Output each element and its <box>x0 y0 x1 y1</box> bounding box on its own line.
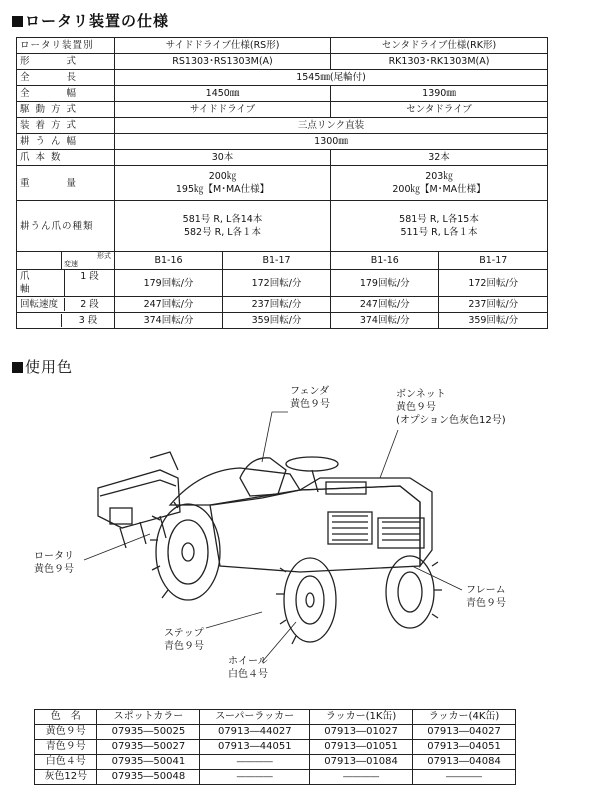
steering-wheel <box>286 457 338 471</box>
speed-cell: 247回転/分 <box>331 297 439 313</box>
row-label-claw-count: 爪本数 <box>17 150 115 166</box>
speed-cell: 237回転/分 <box>223 297 331 313</box>
color-cell: 灰色12号 <box>35 770 97 785</box>
speed-model-1: B1-16 <box>115 252 223 270</box>
seat <box>240 458 286 496</box>
speed-cell: 374回転/分 <box>115 313 223 329</box>
width-rs: 1450㎜ <box>115 86 331 102</box>
weight-rk-std: 203㎏ <box>425 171 453 182</box>
speed-model-4: B1-17 <box>439 252 548 270</box>
width-rk: 1390㎜ <box>331 86 548 102</box>
front-left-tire <box>284 558 336 642</box>
row-label-drive: 駆動方式 <box>17 102 115 118</box>
color-cell: 黄色９号 <box>35 725 97 740</box>
callout-wheel-color: 白色４号 <box>228 669 268 680</box>
row-label-model: 形 式 <box>17 54 115 70</box>
weight-rs-std: 200㎏ <box>208 171 237 182</box>
callout-bonnet <box>396 388 506 427</box>
tilling-width-value: 1300㎜ <box>115 134 548 150</box>
color-header: ラッカー(1K缶) <box>310 710 413 725</box>
paint-color-table <box>34 709 516 785</box>
speed-cell: 247回転/分 <box>115 297 223 313</box>
callout-bonnet-color: 黄色９号 <box>396 402 436 413</box>
callout-step-color: 青色９号 <box>164 641 204 652</box>
gear-2-label: 2 段 <box>80 299 99 310</box>
color-cell: 白色４号 <box>35 755 97 770</box>
color-header: ラッカー(4K缶) <box>413 710 516 725</box>
drive-rs: サイドドライブ <box>115 102 331 118</box>
speed-cell: 374回転/分 <box>331 313 439 329</box>
callout-fender-part: フェンダ <box>290 386 330 397</box>
rotary-gearbox <box>110 508 132 524</box>
spec-header-rk: センタドライブ仕様(RK形) <box>331 38 548 54</box>
speed-cell: 172回転/分 <box>223 270 331 297</box>
callout-bonnet-option: (オプション色灰色12号) <box>396 415 506 426</box>
title-text: ロータリ装置の仕様 <box>25 12 170 30</box>
color-cell: ―――― <box>200 755 310 770</box>
spec-header-label: ロータリ装置別 <box>17 38 115 54</box>
front-left-wheel <box>296 576 324 624</box>
speed-model-3: B1-16 <box>331 252 439 270</box>
callout-rotary <box>34 550 74 576</box>
color-cell: ―――― <box>200 770 310 785</box>
callout-fender <box>290 385 330 411</box>
callout-rotary-color: 黄色９号 <box>34 564 74 575</box>
speed-label-1: 爪 軸 <box>17 270 65 296</box>
claw-count-rs: 30本 <box>115 150 331 166</box>
row-label-tilling-width: 耕うん幅 <box>17 134 115 150</box>
model-rs: RS1303･RS1303M(A) <box>115 54 331 70</box>
color-cell: 07935―50027 <box>97 740 200 755</box>
color-cell: 07913―01027 <box>310 725 413 740</box>
callout-frame-color: 青色９号 <box>466 598 506 609</box>
color-header: スポットカラー <box>97 710 200 725</box>
color-header: スーパーラッカー <box>200 710 310 725</box>
color-header: 色 名 <box>35 710 97 725</box>
color-cell: 07935―50048 <box>97 770 200 785</box>
claw-type-rs-2: 582号 R, L各１本 <box>183 227 262 238</box>
speed-cell: 172回転/分 <box>439 270 548 297</box>
weight-rs-m: 195㎏【M･MA仕様】 <box>175 184 270 195</box>
spec-header-rs: サイドドライブ仕様(RS形) <box>115 38 331 54</box>
row-label-weight: 重 量 <box>17 166 115 201</box>
speed-cell: 179回転/分 <box>115 270 223 297</box>
color-cell: 07913―04027 <box>413 725 516 740</box>
callout-frame-part: フレーム <box>466 585 506 596</box>
color-cell: 07935―50041 <box>97 755 200 770</box>
color-cell: 07913―01051 <box>310 740 413 755</box>
speed-cell: 237回転/分 <box>439 297 548 313</box>
callout-bonnet-part: ボンネット <box>396 389 446 400</box>
color-cell: 青色９号 <box>35 740 97 755</box>
gear-3-label: 3 段 <box>78 315 98 326</box>
claw-count-rk: 32本 <box>331 150 548 166</box>
claw-type-rk-2: 511号 R, L各１本 <box>400 227 478 238</box>
color-cell: 07913―04051 <box>413 740 516 755</box>
model-rk: RK1303･RK1303M(A) <box>331 54 548 70</box>
mount-value: 三点リンク直装 <box>115 118 548 134</box>
gear-1-label: 1 段 <box>80 271 99 282</box>
length-value: 1545㎜(尾輪付) <box>115 70 548 86</box>
callout-wheel <box>228 655 268 681</box>
section2-text: 使用色 <box>25 358 74 376</box>
weight-rk-m: 200㎏【M･MA仕様】 <box>392 184 486 195</box>
rear-wheel <box>168 520 208 584</box>
rear-tire <box>156 504 220 600</box>
callout-step <box>164 627 204 653</box>
color-cell: 07913―44051 <box>200 740 310 755</box>
callout-step-part: ステップ <box>164 628 204 639</box>
corner-gear-label: 変速 <box>64 260 78 268</box>
color-cell: 07913―01084 <box>310 755 413 770</box>
color-cell: 07935―50025 <box>97 725 200 740</box>
row-label-mount: 装着方式 <box>17 118 115 134</box>
color-cell: ―――― <box>310 770 413 785</box>
drive-rk: センタドライブ <box>331 102 548 118</box>
color-cell: 07913―44027 <box>200 725 310 740</box>
callout-frame <box>466 584 506 610</box>
speed-cell: 359回転/分 <box>439 313 548 329</box>
color-cell: ―――― <box>413 770 516 785</box>
row-label-width: 全 幅 <box>17 86 115 102</box>
claw-type-rk-1: 581号 R, L各15本 <box>399 214 479 225</box>
row-label-claw-type: 耕うん爪の種類 <box>17 201 115 252</box>
row-label-length: 全 長 <box>17 70 115 86</box>
speed-model-2: B1-17 <box>223 252 331 270</box>
callout-rotary-part: ロータリ <box>34 551 74 562</box>
color-cell: 07913―04084 <box>413 755 516 770</box>
callout-fender-color: 黄色９号 <box>290 399 330 410</box>
speed-cell: 179回転/分 <box>331 270 439 297</box>
claw-type-rs-1: 581号 R, L各14本 <box>182 214 263 225</box>
corner-model-label: 形式 <box>97 252 111 260</box>
callout-wheel-part: ホイール <box>228 656 268 667</box>
speed-cell: 359回転/分 <box>223 313 331 329</box>
speed-label-2: 回転速度 <box>17 298 65 311</box>
